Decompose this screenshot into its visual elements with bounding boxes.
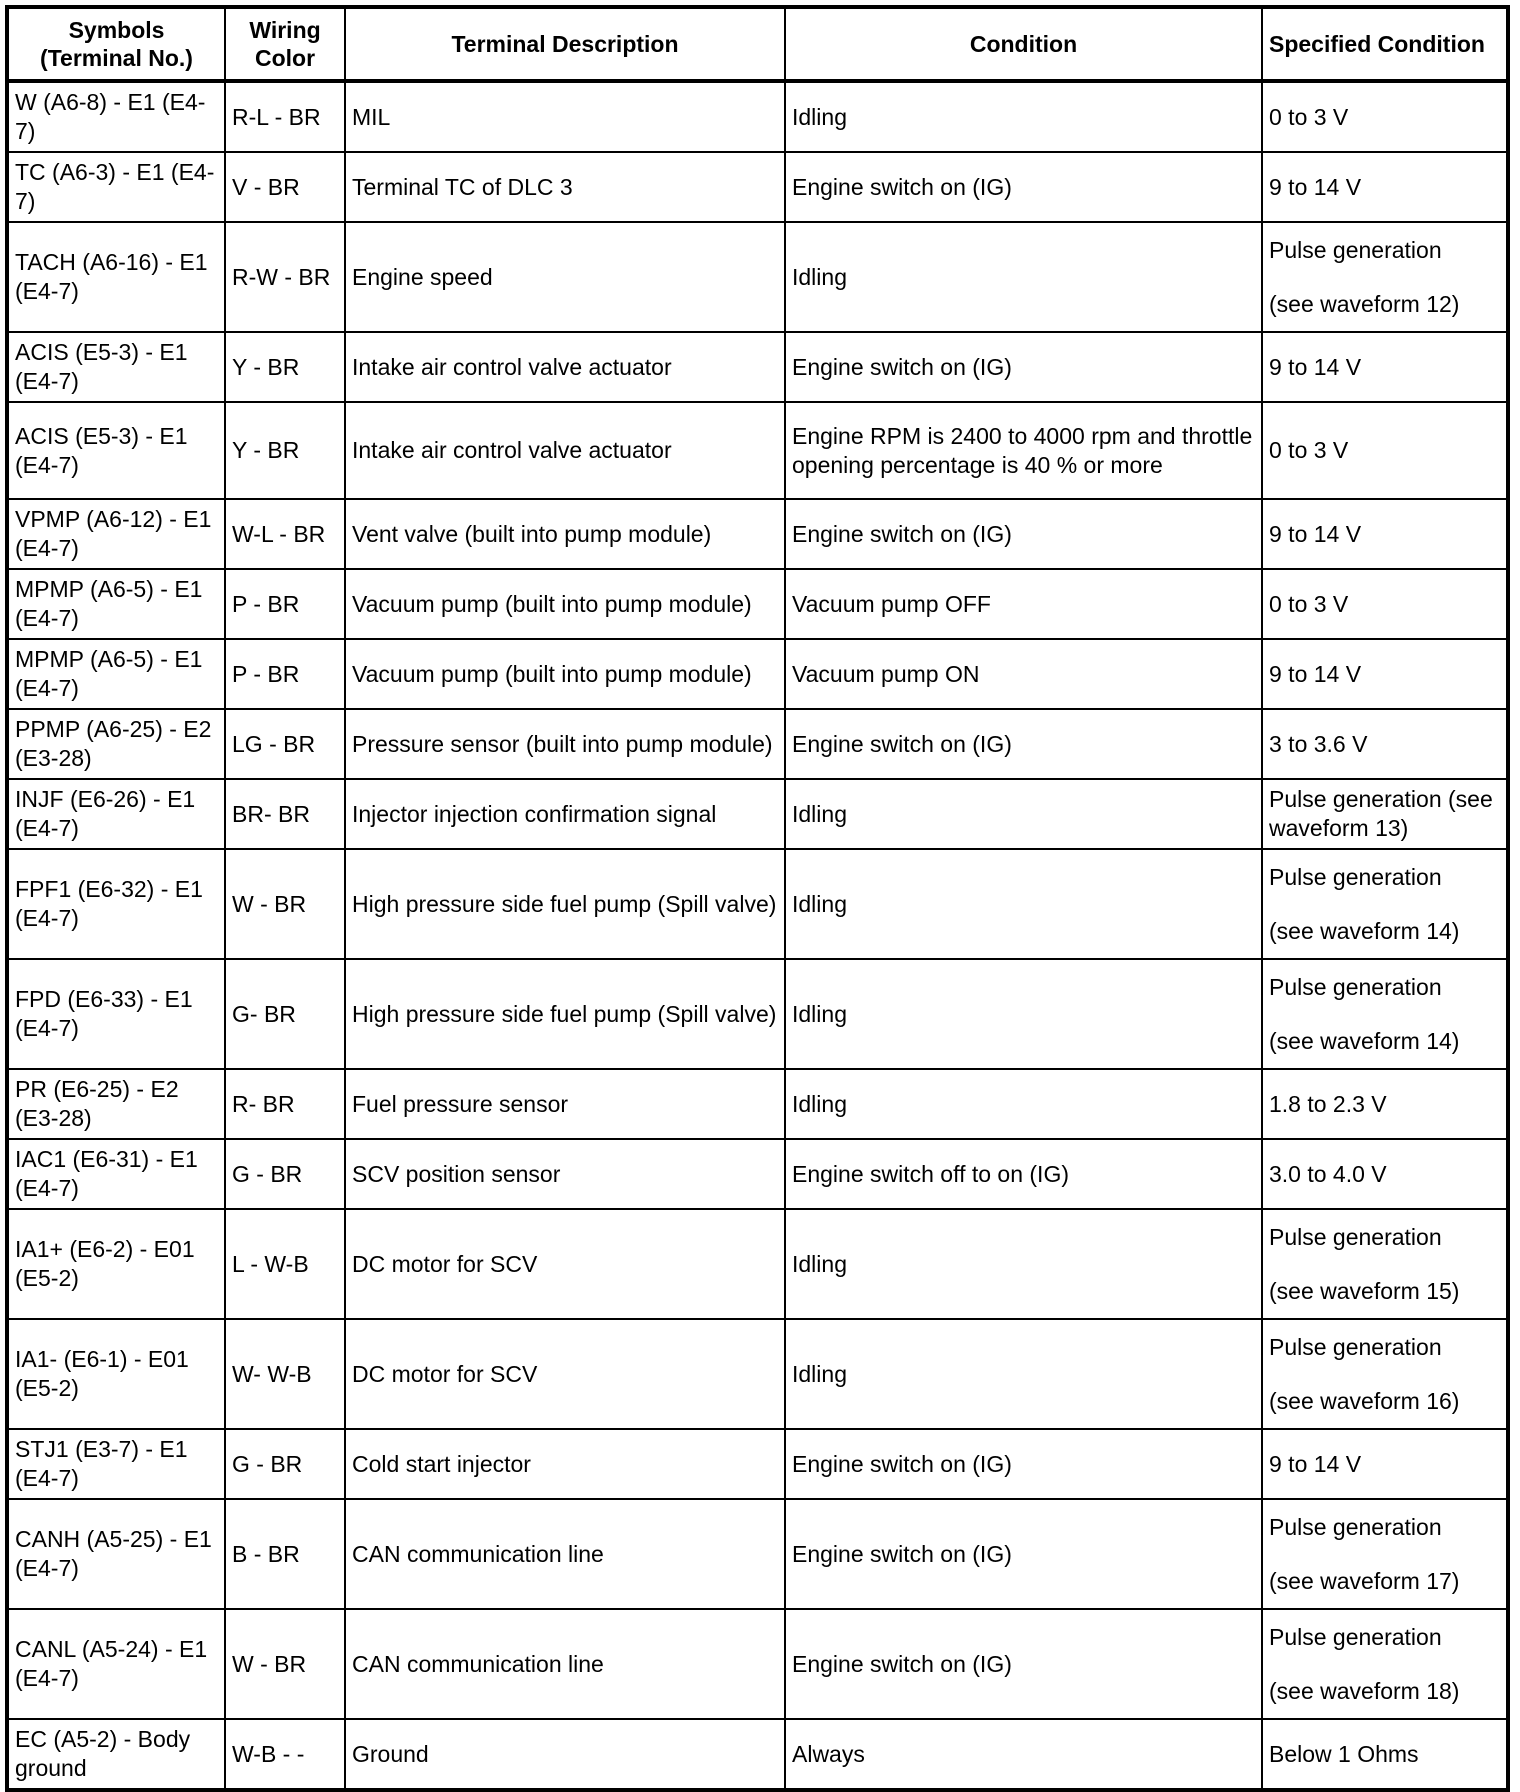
specified-condition-cell: Below 1 Ohms (1262, 1719, 1508, 1790)
wiring-color-cell: R-W - BR (225, 222, 345, 332)
specified-condition-cell: 9 to 14 V (1262, 152, 1508, 222)
table-row (7, 332, 1508, 402)
wiring-color-cell: P - BR (225, 569, 345, 639)
specified-condition-cell: 3.0 to 4.0 V (1262, 1139, 1508, 1209)
description-cell: SCV position sensor (345, 1139, 785, 1209)
specified-condition-cell (1262, 1609, 1508, 1719)
spec-line: Pulse generation (1269, 1224, 1442, 1250)
spec-line: (see waveform 14) (1269, 1028, 1460, 1054)
symbol-cell: ACIS (E5-3) - E1 (E4-7) (7, 402, 225, 499)
header-symbols: Symbols (Terminal No.) (7, 7, 225, 81)
condition-cell: Engine switch on (IG) (785, 152, 1262, 222)
table-row (7, 1069, 1508, 1139)
header-row (7, 7, 1508, 81)
symbol-cell: IA1- (E6-1) - E01 (E5-2) (7, 1319, 225, 1429)
specified-condition-cell (1262, 1499, 1508, 1609)
description-cell: Pressure sensor (built into pump module) (345, 709, 785, 779)
condition-cell: Idling (785, 81, 1262, 152)
symbol-cell: IA1+ (E6-2) - E01 (E5-2) (7, 1209, 225, 1319)
description-cell: DC motor for SCV (345, 1209, 785, 1319)
condition-cell: Engine switch on (IG) (785, 709, 1262, 779)
table-row (7, 569, 1508, 639)
description-cell: CAN communication line (345, 1499, 785, 1609)
wiring-color-cell: Y - BR (225, 332, 345, 402)
wiring-color-cell: L - W-B (225, 1209, 345, 1319)
specified-condition-cell: 0 to 3 V (1262, 569, 1508, 639)
condition-cell: Vacuum pump OFF (785, 569, 1262, 639)
condition-cell: Idling (785, 959, 1262, 1069)
symbol-cell: MPMP (A6-5) - E1 (E4-7) (7, 639, 225, 709)
wiring-color-cell: W-L - BR (225, 499, 345, 569)
table-row (7, 639, 1508, 709)
symbol-cell: MPMP (A6-5) - E1 (E4-7) (7, 569, 225, 639)
terminal-table (5, 5, 1510, 1792)
header-terminal-description: Terminal Description (345, 7, 785, 81)
spec-line: Pulse generation (1269, 1514, 1442, 1540)
specified-condition-cell: 3 to 3.6 V (1262, 709, 1508, 779)
specified-condition-cell (1262, 959, 1508, 1069)
spec-line: (see waveform 17) (1269, 1568, 1460, 1594)
wiring-color-cell: B - BR (225, 1499, 345, 1609)
spec-line: Pulse generation (1269, 974, 1442, 1000)
description-cell: Injector injection confirmation signal (345, 779, 785, 849)
symbol-cell: ACIS (E5-3) - E1 (E4-7) (7, 332, 225, 402)
specified-condition-cell (1262, 222, 1508, 332)
wiring-color-cell: Y - BR (225, 402, 345, 499)
spec-line: (see waveform 12) (1269, 291, 1460, 317)
specified-condition-cell (1262, 849, 1508, 959)
table-row (7, 1499, 1508, 1609)
description-cell: DC motor for SCV (345, 1319, 785, 1429)
condition-cell: Engine RPM is 2400 to 4000 rpm and throttle opening percentage is 40 % or more (785, 402, 1262, 499)
description-cell: Ground (345, 1719, 785, 1790)
symbol-cell: CANH (A5-25) - E1 (E4-7) (7, 1499, 225, 1609)
symbol-cell: TACH (A6-16) - E1 (E4-7) (7, 222, 225, 332)
wiring-color-cell: W - BR (225, 849, 345, 959)
spec-line: Pulse generation (1269, 1624, 1442, 1650)
wiring-color-cell: G- BR (225, 959, 345, 1069)
description-cell: Terminal TC of DLC 3 (345, 152, 785, 222)
symbol-cell: W (A6-8) - E1 (E4-7) (7, 81, 225, 152)
header-specified-condition: Specified Condition (1262, 7, 1508, 81)
condition-cell: Idling (785, 222, 1262, 332)
condition-cell: Engine switch off to on (IG) (785, 1139, 1262, 1209)
condition-cell: Vacuum pump ON (785, 639, 1262, 709)
specified-condition-cell (1262, 1209, 1508, 1319)
symbol-cell: PR (E6-25) - E2 (E3-28) (7, 1069, 225, 1139)
condition-cell: Idling (785, 1319, 1262, 1429)
table-row (7, 1719, 1508, 1790)
wiring-color-cell: G - BR (225, 1429, 345, 1499)
wiring-color-cell: V - BR (225, 152, 345, 222)
spec-line: (see waveform 18) (1269, 1678, 1460, 1704)
symbol-cell: FPD (E6-33) - E1 (E4-7) (7, 959, 225, 1069)
spec-line: Pulse generation (1269, 1334, 1442, 1360)
table-row (7, 81, 1508, 152)
wiring-color-cell: G - BR (225, 1139, 345, 1209)
specified-condition-cell: 9 to 14 V (1262, 332, 1508, 402)
table-row (7, 152, 1508, 222)
table-row (7, 1139, 1508, 1209)
wiring-color-cell: R- BR (225, 1069, 345, 1139)
symbol-cell: INJF (E6-26) - E1 (E4-7) (7, 779, 225, 849)
description-cell: High pressure side fuel pump (Spill valve) (345, 959, 785, 1069)
symbol-cell: TC (A6-3) - E1 (E4-7) (7, 152, 225, 222)
wiring-color-cell: W-B - - (225, 1719, 345, 1790)
wiring-color-cell: W - BR (225, 1609, 345, 1719)
description-cell: Vent valve (built into pump module) (345, 499, 785, 569)
description-cell: Intake air control valve actuator (345, 332, 785, 402)
symbol-cell: CANL (A5-24) - E1 (E4-7) (7, 1609, 225, 1719)
specified-condition-cell: 0 to 3 V (1262, 402, 1508, 499)
symbol-cell: STJ1 (E3-7) - E1 (E4-7) (7, 1429, 225, 1499)
condition-cell: Engine switch on (IG) (785, 1609, 1262, 1719)
table-row (7, 779, 1508, 849)
description-cell: Engine speed (345, 222, 785, 332)
symbol-cell: FPF1 (E6-32) - E1 (E4-7) (7, 849, 225, 959)
header-wiring-color: Wiring Color (225, 7, 345, 81)
description-cell: Vacuum pump (built into pump module) (345, 569, 785, 639)
specified-condition-cell: 9 to 14 V (1262, 639, 1508, 709)
table-row (7, 849, 1508, 959)
description-cell: Intake air control valve actuator (345, 402, 785, 499)
table-row (7, 402, 1508, 499)
condition-cell: Idling (785, 779, 1262, 849)
table-row (7, 499, 1508, 569)
condition-cell: Idling (785, 1209, 1262, 1319)
condition-cell: Engine switch on (IG) (785, 499, 1262, 569)
description-cell: CAN communication line (345, 1609, 785, 1719)
header-condition: Condition (785, 7, 1262, 81)
condition-cell: Idling (785, 849, 1262, 959)
specified-condition-cell (1262, 1319, 1508, 1429)
wiring-color-cell: W- W-B (225, 1319, 345, 1429)
description-cell: Vacuum pump (built into pump module) (345, 639, 785, 709)
spec-line: (see waveform 14) (1269, 918, 1460, 944)
description-cell: Fuel pressure sensor (345, 1069, 785, 1139)
specified-condition-cell: 0 to 3 V (1262, 81, 1508, 152)
spec-line: Pulse generation (1269, 864, 1442, 890)
wiring-color-cell: LG - BR (225, 709, 345, 779)
table-row (7, 1209, 1508, 1319)
condition-cell: Engine switch on (IG) (785, 1429, 1262, 1499)
symbol-cell: IAC1 (E6-31) - E1 (E4-7) (7, 1139, 225, 1209)
table-row (7, 709, 1508, 779)
condition-cell: Idling (785, 1069, 1262, 1139)
symbol-cell: EC (A5-2) - Body ground (7, 1719, 225, 1790)
spec-line: (see waveform 16) (1269, 1388, 1460, 1414)
table-row (7, 959, 1508, 1069)
spec-line: Pulse generation (1269, 237, 1442, 263)
description-cell: MIL (345, 81, 785, 152)
condition-cell: Always (785, 1719, 1262, 1790)
symbol-cell: VPMP (A6-12) - E1 (E4-7) (7, 499, 225, 569)
wiring-color-cell: P - BR (225, 639, 345, 709)
description-cell: High pressure side fuel pump (Spill valve) (345, 849, 785, 959)
spec-line: (see waveform 15) (1269, 1278, 1460, 1304)
wiring-color-cell: BR- BR (225, 779, 345, 849)
specified-condition-cell: 1.8 to 2.3 V (1262, 1069, 1508, 1139)
table-row (7, 1609, 1508, 1719)
wiring-color-cell: R-L - BR (225, 81, 345, 152)
specified-condition-cell: 9 to 14 V (1262, 1429, 1508, 1499)
symbol-cell: PPMP (A6-25) - E2 (E3-28) (7, 709, 225, 779)
table-row (7, 1319, 1508, 1429)
specified-condition-cell: 9 to 14 V (1262, 499, 1508, 569)
table-row (7, 222, 1508, 332)
description-cell: Cold start injector (345, 1429, 785, 1499)
condition-cell: Engine switch on (IG) (785, 332, 1262, 402)
specified-condition-cell: Pulse generation (see waveform 13) (1262, 779, 1508, 849)
condition-cell: Engine switch on (IG) (785, 1499, 1262, 1609)
table-row (7, 1429, 1508, 1499)
